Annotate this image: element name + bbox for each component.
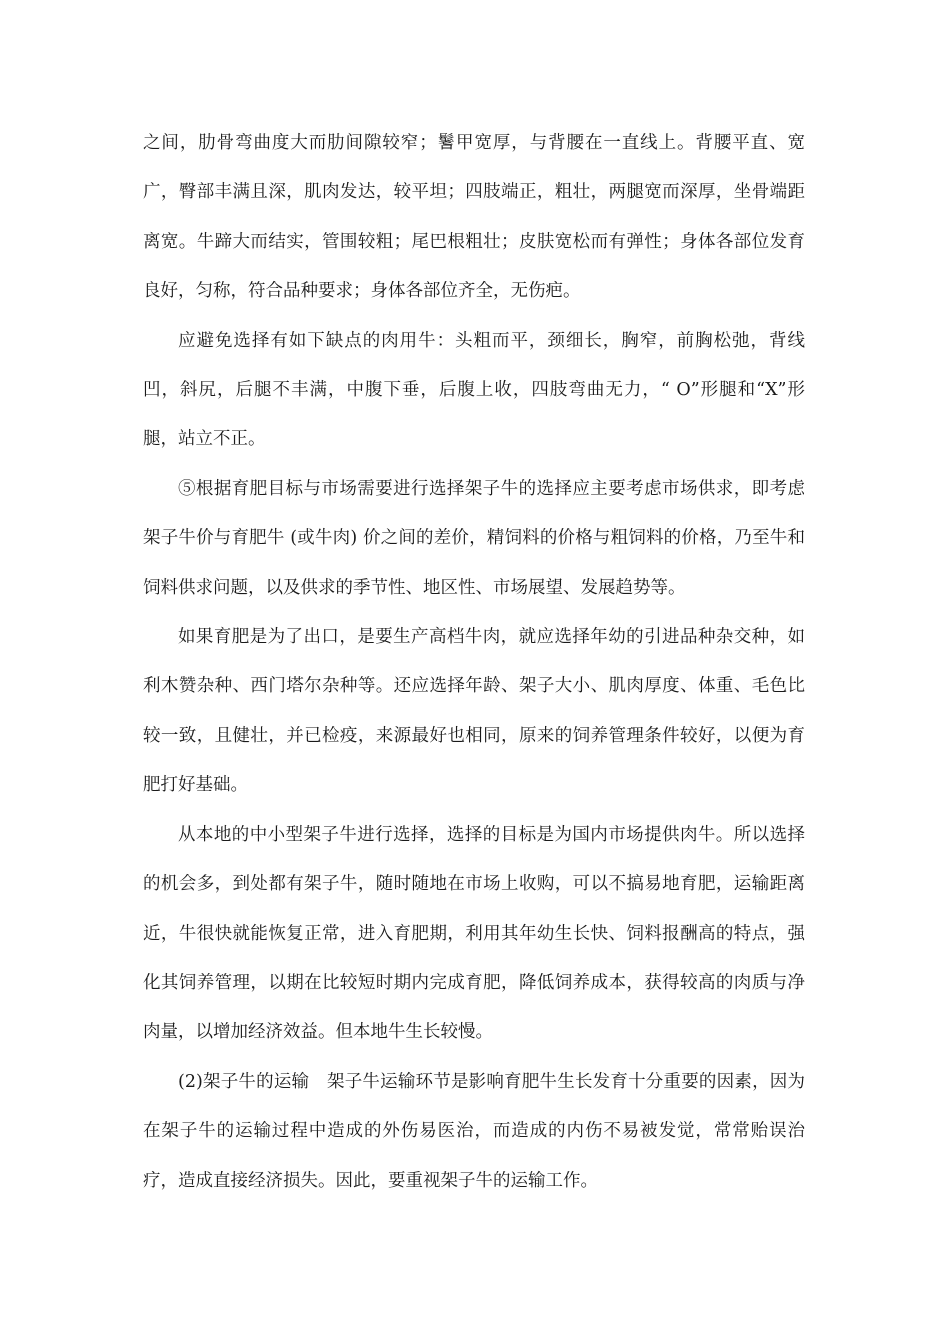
paragraph-market-selection: ⑤根据育肥目标与市场需要进行选择架子牛的选择应主要考虑市场供求，即考虑架子牛价与育肥牛 (或牛肉) 价之间的差价，精饲料的价格与粗饲料的价格，乃至牛和饲料供求问题，以及供求的季节性、地区性、市场展望、发展趋势等。 [143, 478, 805, 598]
paragraph-body-conformation: 之间，肋骨弯曲度大而肋间隙较窄；鬐甲宽厚，与背腰在一直线上。背腰平直、宽广，臀部丰满且深，肌肉发达，较平坦；四肢端正，粗壮，两腿宽而深厚，坐骨端距离宽。牛蹄大而结实，管围较粗；尾巴根粗壮；皮肤宽松而有弹性；身体各部位发育良好，匀称，符合品种要求；身体各部位齐全，无伤疤。 [143, 133, 805, 302]
document-body [143, 119, 805, 1206]
paragraph-transport: (2)架子牛的运输 架子牛运输环节是影响育肥牛生长发育十分重要的因素，因为在架子牛的运输过程中造成的外伤易医治，而造成的内伤不易被发觉，常常贻误治疗，造成直接经济损失。因此，要重视架子牛的运输工作。 [143, 1071, 805, 1191]
paragraph-local-cattle: 从本地的中小型架子牛进行选择，选择的目标是为国内市场提供肉牛。所以选择的机会多，到处都有架子牛，随时随地在市场上收购，可以不搞易地育肥，运输距离近，牛很快就能恢复正常，进入育肥期，利用其年幼生长快、饲料报酬高的特点，强化其饲养管理，以期在比较短时期内完成育肥，降低饲养成本，获得较高的肉质与净肉量，以增加经济效益。但本地牛生长较慢。 [143, 824, 805, 1043]
paragraph-defects-to-avoid: 应避免选择有如下缺点的肉用牛：头粗而平，颈细长，胸窄，前胸松弛，背线凹，斜尻，后腿不丰满，中腹下垂，后腹上收，四肢弯曲无力，“ O”形腿和“X”形腿，站立不正。 [143, 330, 805, 450]
paragraph-export-fattening: 如果育肥是为了出口，是要生产高档牛肉，就应选择年幼的引进品种杂交种，如利木赞杂种、西门塔尔杂种等。还应选择年龄、架子大小、肌肉厚度、体重、毛色比较一致，且健壮，并已检疫，来源最好也相同，原来的饲养管理条件较好，以便为育肥打好基础。 [143, 627, 805, 796]
